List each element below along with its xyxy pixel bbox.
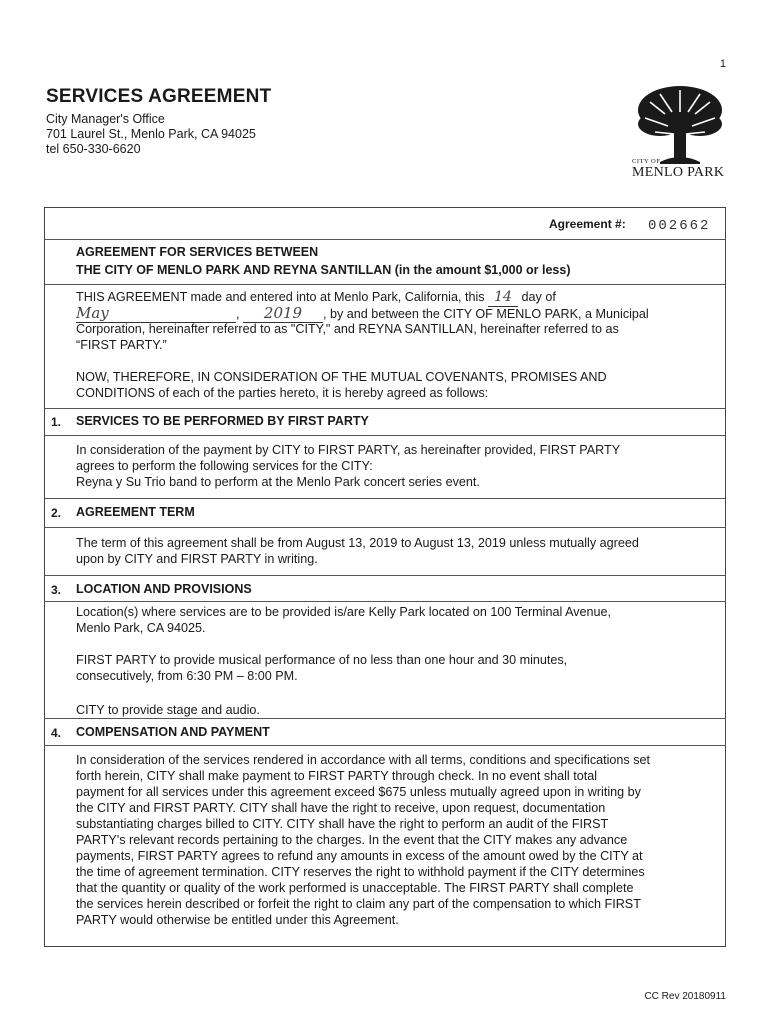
section-4-line: PARTY would otherwise be entitled under this Agreement. [76,913,399,927]
agreement-number: 002662 [648,218,711,234]
divider [44,408,726,409]
office-address: 701 Laurel St., Menlo Park, CA 94025 [46,127,256,141]
agreement-heading-line2: THE CITY OF MENLO PARK AND REYNA SANTILLAN (in the amount $1,000 or less) [76,263,571,277]
divider [44,718,726,719]
section-2-line: The term of this agreement shall be from August 13, 2019 to August 13, 2019 unless mutually agreed [76,536,639,550]
section-4-line: forth herein, CITY shall make payment to FIRST PARTY through check. In no event shall total [76,769,598,783]
divider [44,498,726,499]
revision-footer: CC Rev 20180911 [644,991,726,1002]
divider [44,601,726,602]
section-4-line: that the quantity or quality of the work performed is unacceptable. The FIRST PARTY shall complete [76,881,634,895]
now-therefore-line1: NOW, THEREFORE, IN CONSIDERATION OF THE MUTUAL COVENANTS, PROMISES AND [76,370,607,384]
office-name: City Manager's Office [46,112,165,126]
divider [44,527,726,528]
section-3-line: Location(s) where services are to be provided is/are Kelly Park located on 100 Terminal Avenue, [76,605,612,619]
office-phone: tel 650-330-6620 [46,142,141,156]
handwritten-year: 2019 [243,306,323,323]
intro-text: THIS AGREEMENT made and entered into at Menlo Park, California, this [76,290,485,304]
section-number: 4. [51,726,62,740]
section-4-line: payment for all services under this agreement exceed $675 unless mutually agreed upon in writing by [76,785,641,799]
section-number: 3. [51,583,62,597]
divider [44,745,726,746]
intro-line1 [76,290,716,307]
section-number: 1. [51,415,62,429]
section-1-line: agrees to perform the following services for the CITY: [76,459,373,473]
intro-text: day of [521,290,556,304]
logo-city-of: CITY OF [632,158,661,165]
logo-city-name: MENLO PARK [632,165,725,180]
intro-line2 [76,306,716,323]
section-4-line: In consideration of the services rendered in accordance with all terms, conditions and specifications set [76,753,651,767]
intro-line4: “FIRST PARTY.” [76,338,167,352]
handwritten-month: May [76,306,236,323]
agreement-heading-line1: AGREEMENT FOR SERVICES BETWEEN [76,245,319,259]
section-4-line: substantiating charges billed to CITY. CITY shall have the right to perform an audit of the FIRST [76,817,609,831]
section-4-line: the services herein described or forfeit the right to claim any part of the compensation to which FIRST [76,897,641,911]
section-4-line: PARTY's relevant records pertaining to the charges. In the event that the CITY makes any advance [76,833,628,847]
section-1-line: In consideration of the payment by CITY to FIRST PARTY, as hereinafter provided, FIRST PARTY [76,443,621,457]
section-2-line: upon by CITY and FIRST PARTY in writing. [76,552,318,566]
intro-line3: Corporation, hereinafter referred to as "CITY," and REYNA SANTILLAN, hereinafter referred to as [76,322,619,336]
intro-comma: , [236,307,240,321]
section-title: LOCATION AND PROVISIONS [76,582,252,596]
section-4-line: the CITY and FIRST PARTY. CITY shall have the right to receive, upon request, documentation [76,801,606,815]
section-3-line: Menlo Park, CA 94025. [76,621,206,635]
section-3-line: FIRST PARTY to provide musical performance of no less than one hour and 30 minutes, [76,653,568,667]
agreement-number-label: Agreement #: [549,217,626,231]
section-4-line: payments, FIRST PARTY agrees to refund any amounts in excess of the amount owed by the CITY at [76,849,643,863]
section-4-line: the time of agreement termination. CITY reserves the right to withhold payment if the CITY determines [76,865,645,879]
section-number: 2. [51,506,62,520]
divider [44,239,726,240]
section-1-line: Reyna y Su Trio band to perform at the Menlo Park concert series event. [76,475,480,489]
divider [44,284,726,285]
section-3-line: consecutively, from 6:30 PM – 8:00 PM. [76,669,298,683]
intro-text: , by and between the CITY OF MENLO PARK, a Municipal [323,307,649,321]
handwritten-day: 14 [488,290,518,307]
now-therefore-line2: CONDITIONS of each of the parties hereto, it is hereby agreed as follows: [76,386,489,400]
section-title: SERVICES TO BE PERFORMED BY FIRST PARTY [76,414,369,428]
section-title: COMPENSATION AND PAYMENT [76,725,270,739]
page-number: 1 [719,58,726,70]
divider [44,575,726,576]
section-title: AGREEMENT TERM [76,505,195,519]
section-3-line: CITY to provide stage and audio. [76,703,260,717]
document-title: SERVICES AGREEMENT [46,86,272,107]
divider [44,435,726,436]
